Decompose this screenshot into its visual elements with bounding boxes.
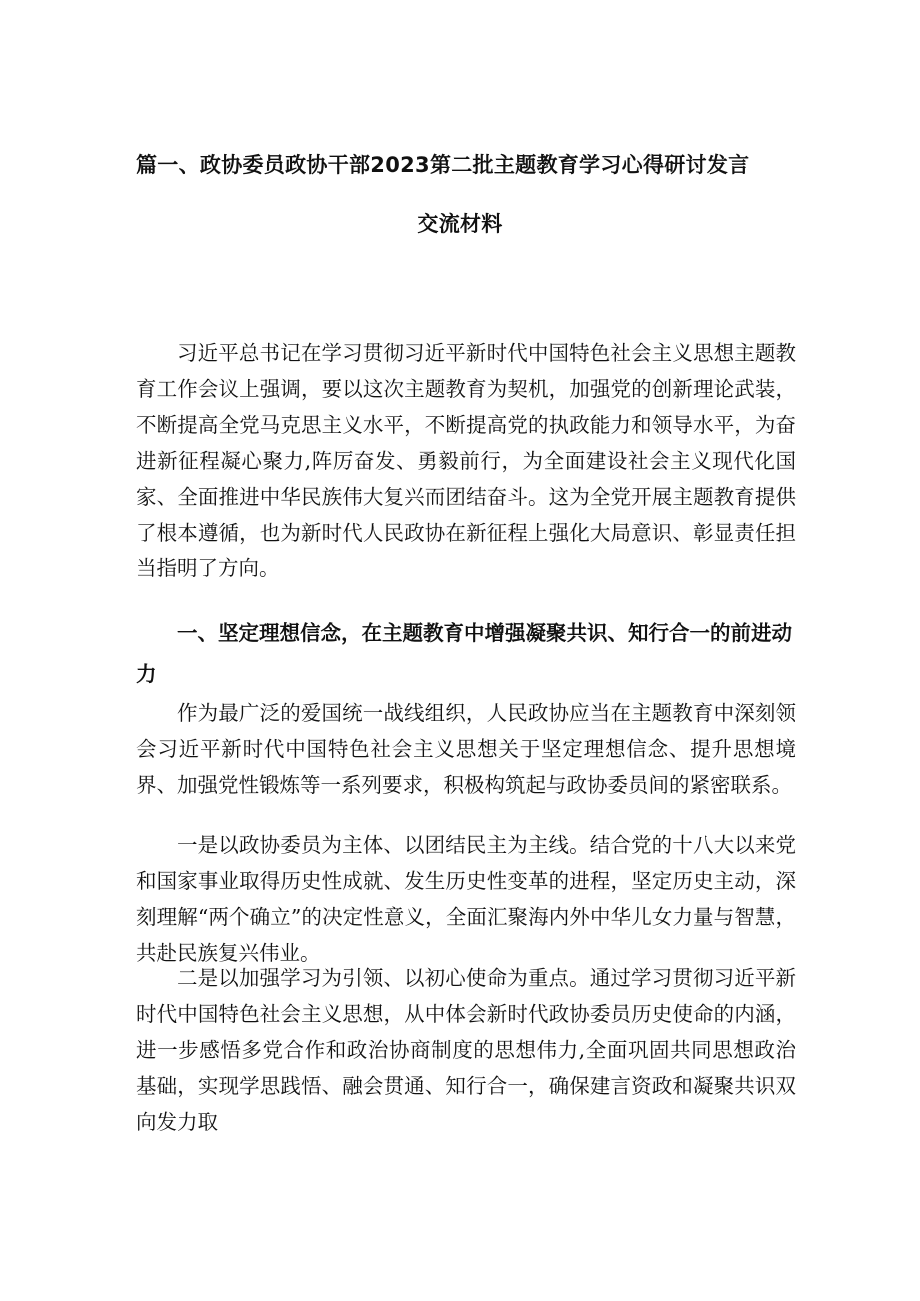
paragraph-section1-3: 二是以加强学习为引领、以初心使命为重点。通过学习贯彻习近平新时代中国特色社会主义思想，从中体会新时代政协委员历史使命的内涵，进一步感悟多党合作和政治协商制度的思想伟力,全面巩固共同思想政治基础，实现学思践悟、融会贯通、知行合一，确保建言资政和凝聚共识双向发力取 bbox=[136, 966, 796, 1134]
paragraph-section1-1: 作为最广泛的爱国统一战线组织，人民政协应当在主题教育中深刻领会习近平新时代中国特色社会主义思想关于坚定理想信念、提升思想境界、加强党性锻炼等一系列要求，积极构筑起与政协委员间的紧密联系。 bbox=[136, 701, 796, 797]
document-title-line-1: 篇一、政协委员政协干部2023第二批主题教育学习心得研讨发言 bbox=[136, 153, 750, 177]
paragraph-section1-2: 一是以政协委员为主体、以团结民主为主线。结合党的十八大以来党和国家事业取得历史性成就、发生历史性变革的进程，坚定历史主动，深刻理解“两个确立”的决定性意义，全面汇聚海内外中华儿女力量与智慧，共赴民族复兴伟业。 bbox=[136, 833, 796, 965]
document-title-line-2: 交流材料 bbox=[417, 212, 503, 236]
section-heading-1: 一、坚定理想信念，在主题教育中增强凝聚共识、知行合一的前进动力 bbox=[136, 621, 792, 686]
paragraph-intro: 习近平总书记在学习贯彻习近平新时代中国特色社会主义思想主题教育工作会议上强调，要以这次主题教育为契机，加强党的创新理论武装，不断提高全党马克思主义水平，不断提高党的执政能力和领导水平，为奋进新征程凝心聚力,阵厉奋发、勇毅前行，为全面建设社会主义现代化国家、全面推进中华民族伟大复兴而团结奋斗。这为全党开展主题教育提供了根本遵循，也为新时代人民政协在新征程上强化大局意识、彰显责任担当指明了方向。 bbox=[136, 341, 796, 581]
